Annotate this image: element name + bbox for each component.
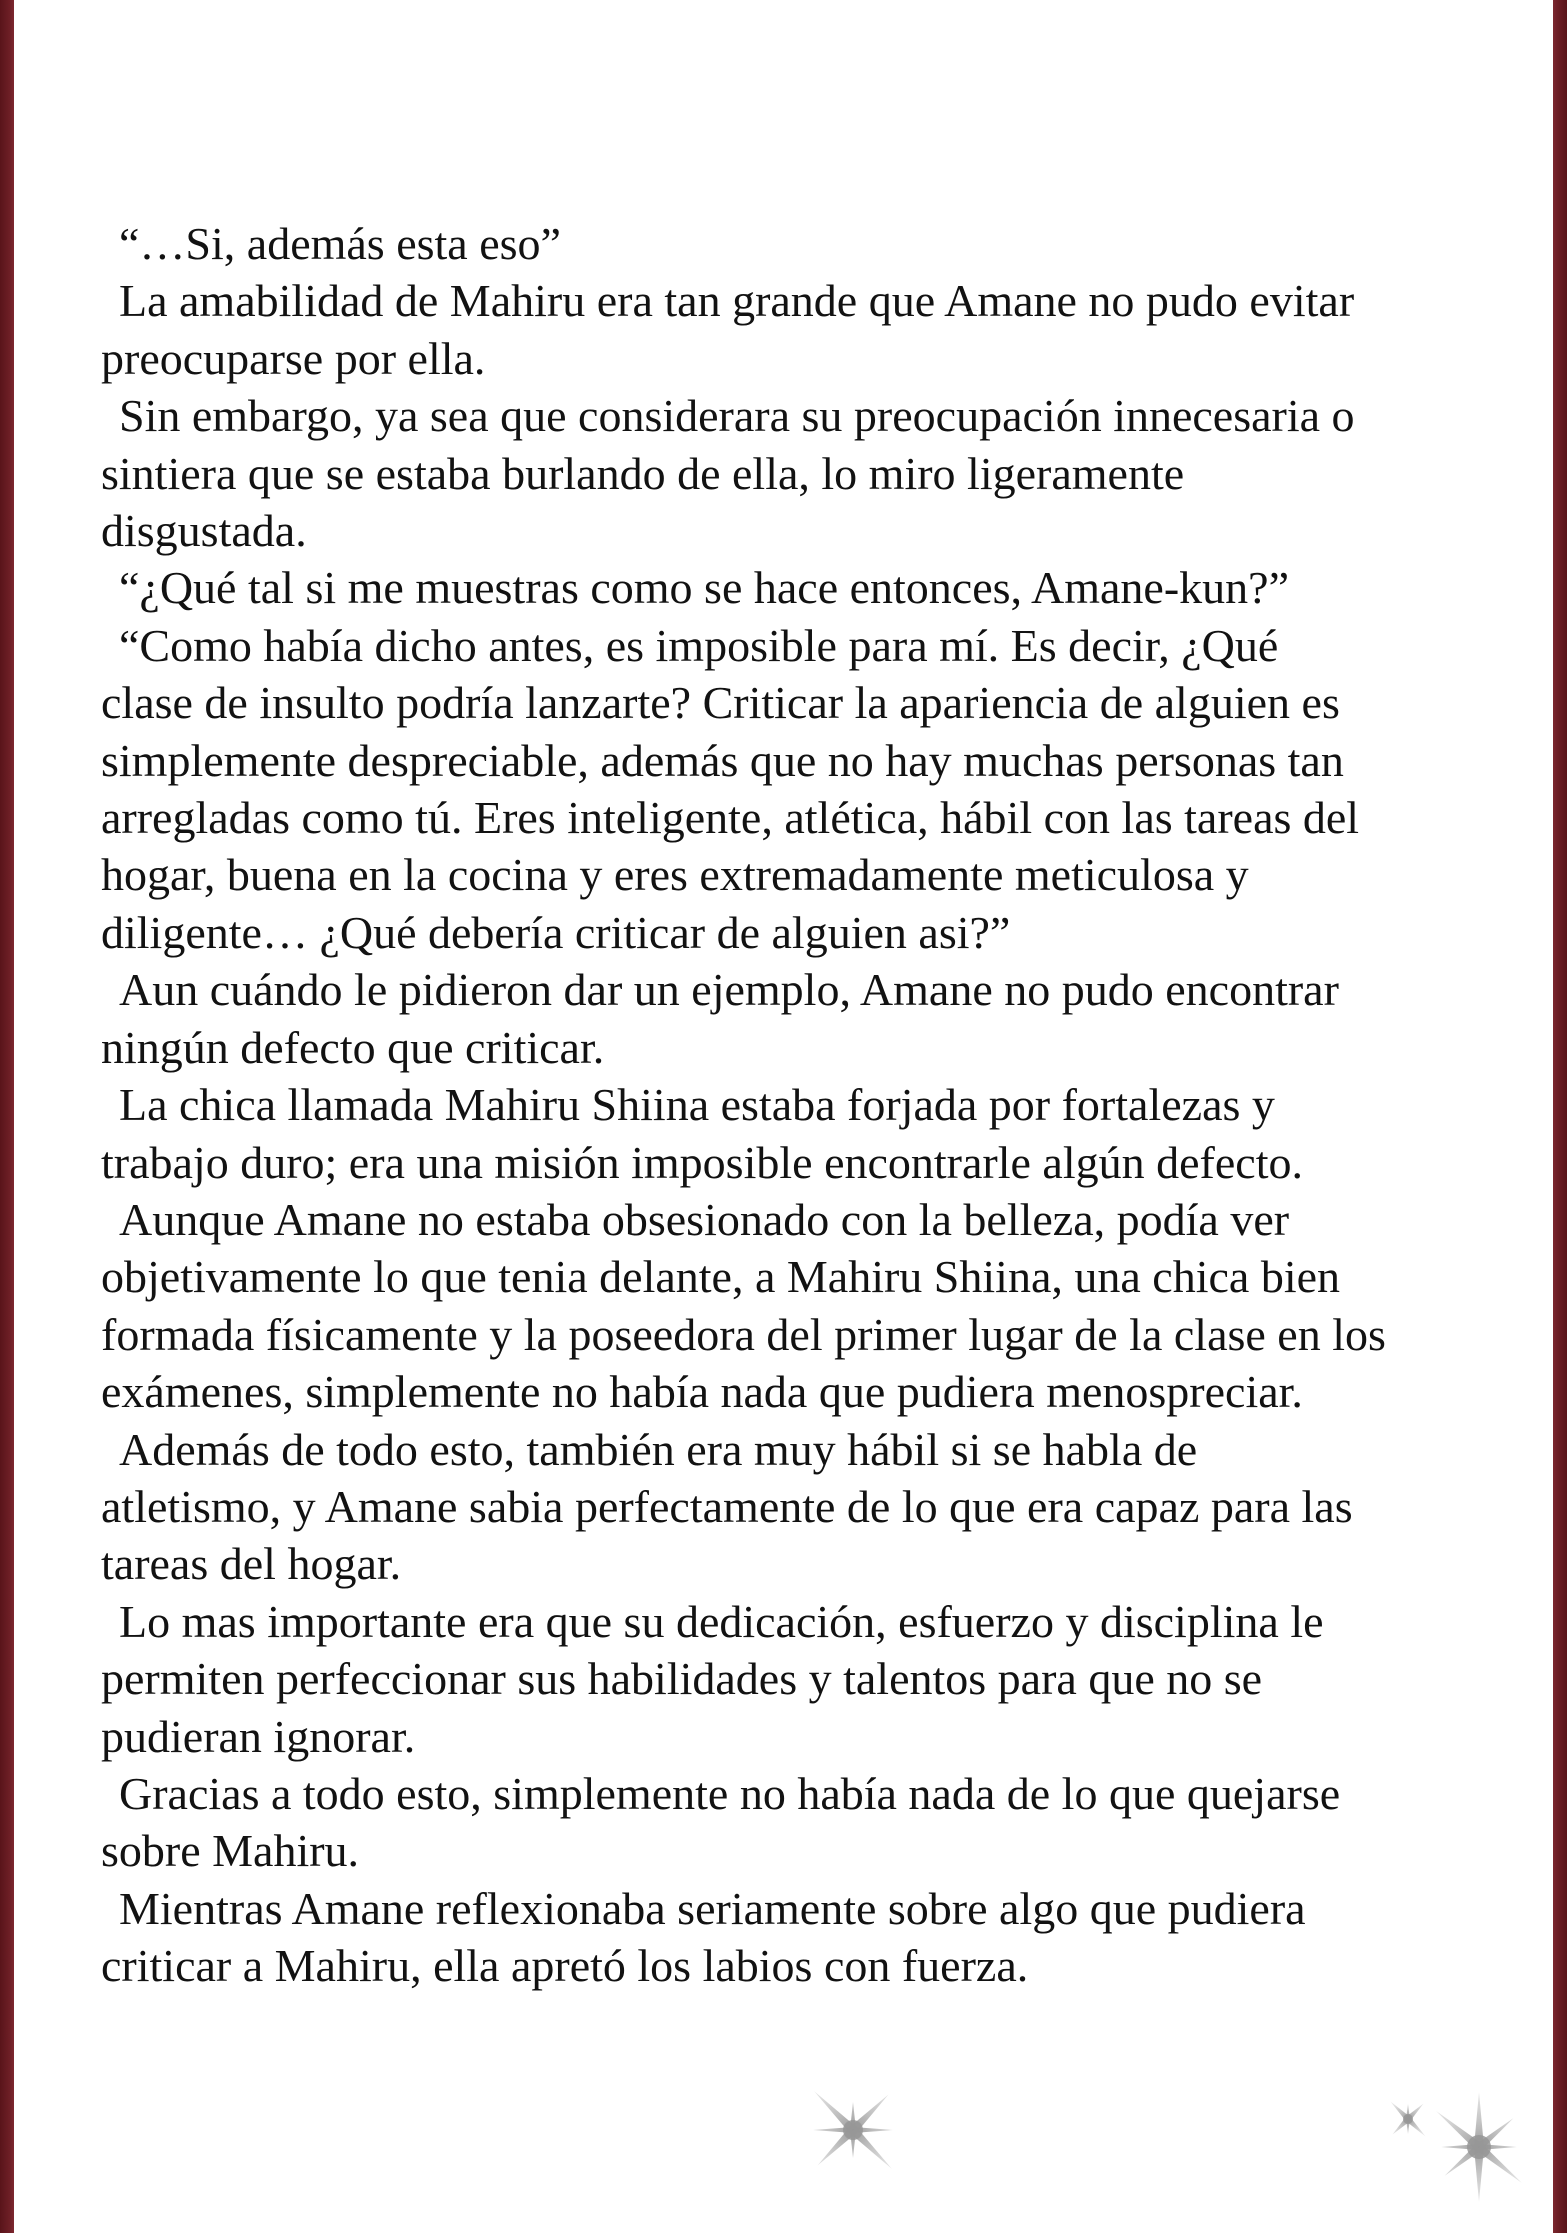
text-line: “¿Qué tal si me muestras como se hace entonces, Amane-kun?” bbox=[119, 562, 1289, 614]
text-line: atletismo, y Amane sabia perfectamente de lo que era capaz para las bbox=[101, 1480, 1353, 1532]
book-edge-left bbox=[0, 0, 14, 2233]
text-line: exámenes, simplemente no había nada que pudiera menospreciar. bbox=[101, 1366, 1303, 1418]
text-line: clase de insulto podría lanzarte? Criticar la apariencia de alguien es bbox=[101, 677, 1340, 729]
text-line: pudieran ignorar. bbox=[101, 1710, 416, 1762]
text-line: “…Si, además esta eso” bbox=[119, 218, 561, 269]
text-line: preocuparse por ella. bbox=[101, 332, 486, 384]
text-line: “Como había dicho antes, es imposible para mí. Es decir, ¿Qué bbox=[119, 619, 1279, 671]
text-line: Sin embargo, ya sea que considerara su preocupación innecesaria o bbox=[119, 390, 1355, 442]
page-text bbox=[101, 215, 1473, 1995]
text-line: objetivamente lo que tenia delante, a Mahiru Shiina, una chica bien bbox=[101, 1251, 1341, 1303]
paragraph bbox=[101, 1076, 1473, 1191]
text-line: sobre Mahiru. bbox=[101, 1825, 360, 1877]
text-line: tareas del hogar. bbox=[101, 1538, 402, 1590]
sparkle-left-icon bbox=[778, 2055, 928, 2205]
text-line: diligente… ¿Qué debería criticar de alguien asi?” bbox=[101, 906, 1011, 958]
sparkle-right-small-icon bbox=[1379, 2090, 1437, 2148]
paragraph bbox=[101, 1880, 1473, 1995]
paragraph bbox=[101, 559, 1473, 616]
text-line: formada físicamente y la poseedora del primer lugar de la clase en los bbox=[101, 1308, 1386, 1360]
text-line: disgustada. bbox=[101, 505, 307, 557]
book-edge-right bbox=[1553, 0, 1567, 2233]
text-line: Además de todo esto, también era muy hábil si se habla de bbox=[119, 1423, 1198, 1475]
paragraph bbox=[101, 961, 1473, 1076]
text-line: criticar a Mahiru, ella apretó los labios con fuerza. bbox=[101, 1940, 1029, 1992]
paragraph bbox=[101, 1421, 1473, 1593]
paragraph bbox=[101, 617, 1473, 961]
paragraph bbox=[101, 1765, 1473, 1880]
text-line: La chica llamada Mahiru Shiina estaba forjada por fortalezas y bbox=[119, 1079, 1275, 1131]
text-line: Aunque Amane no estaba obsesionado con la belleza, podía ver bbox=[119, 1193, 1290, 1245]
text-line: ningún defecto que criticar. bbox=[101, 1021, 605, 1073]
text-line: trabajo duro; era una misión imposible encontrarle algún defecto. bbox=[101, 1136, 1303, 1188]
paragraph bbox=[101, 387, 1473, 559]
text-line: arregladas como tú. Eres inteligente, atlética, hábil con las tareas del bbox=[101, 792, 1360, 844]
text-line: simplemente despreciable, además que no hay muchas personas tan bbox=[101, 734, 1344, 786]
text-line: Gracias a todo esto, simplemente no había nada de lo que quejarse bbox=[119, 1767, 1341, 1819]
text-line: hogar, buena en la cocina y eres extremadamente meticulosa y bbox=[101, 849, 1249, 901]
sparkle-right-large-icon bbox=[1404, 2072, 1554, 2222]
paragraph bbox=[101, 1593, 1473, 1765]
text-line: Aun cuándo le pidieron dar un ejemplo, Amane no pudo encontrar bbox=[119, 964, 1339, 1016]
paragraph bbox=[101, 215, 1473, 272]
text-line: permiten perfeccionar sus habilidades y talentos para que no se bbox=[101, 1653, 1263, 1705]
paragraph bbox=[101, 1191, 1473, 1421]
text-line: sintiera que se estaba burlando de ella, lo miro ligeramente bbox=[101, 447, 1185, 499]
text-line: La amabilidad de Mahiru era tan grande que Amane no pudo evitar bbox=[119, 275, 1355, 327]
paragraph bbox=[101, 272, 1473, 387]
text-line: Lo mas importante era que su dedicación, esfuerzo y disciplina le bbox=[119, 1595, 1324, 1647]
text-line: Mientras Amane reflexionaba seriamente sobre algo que pudiera bbox=[119, 1882, 1306, 1934]
